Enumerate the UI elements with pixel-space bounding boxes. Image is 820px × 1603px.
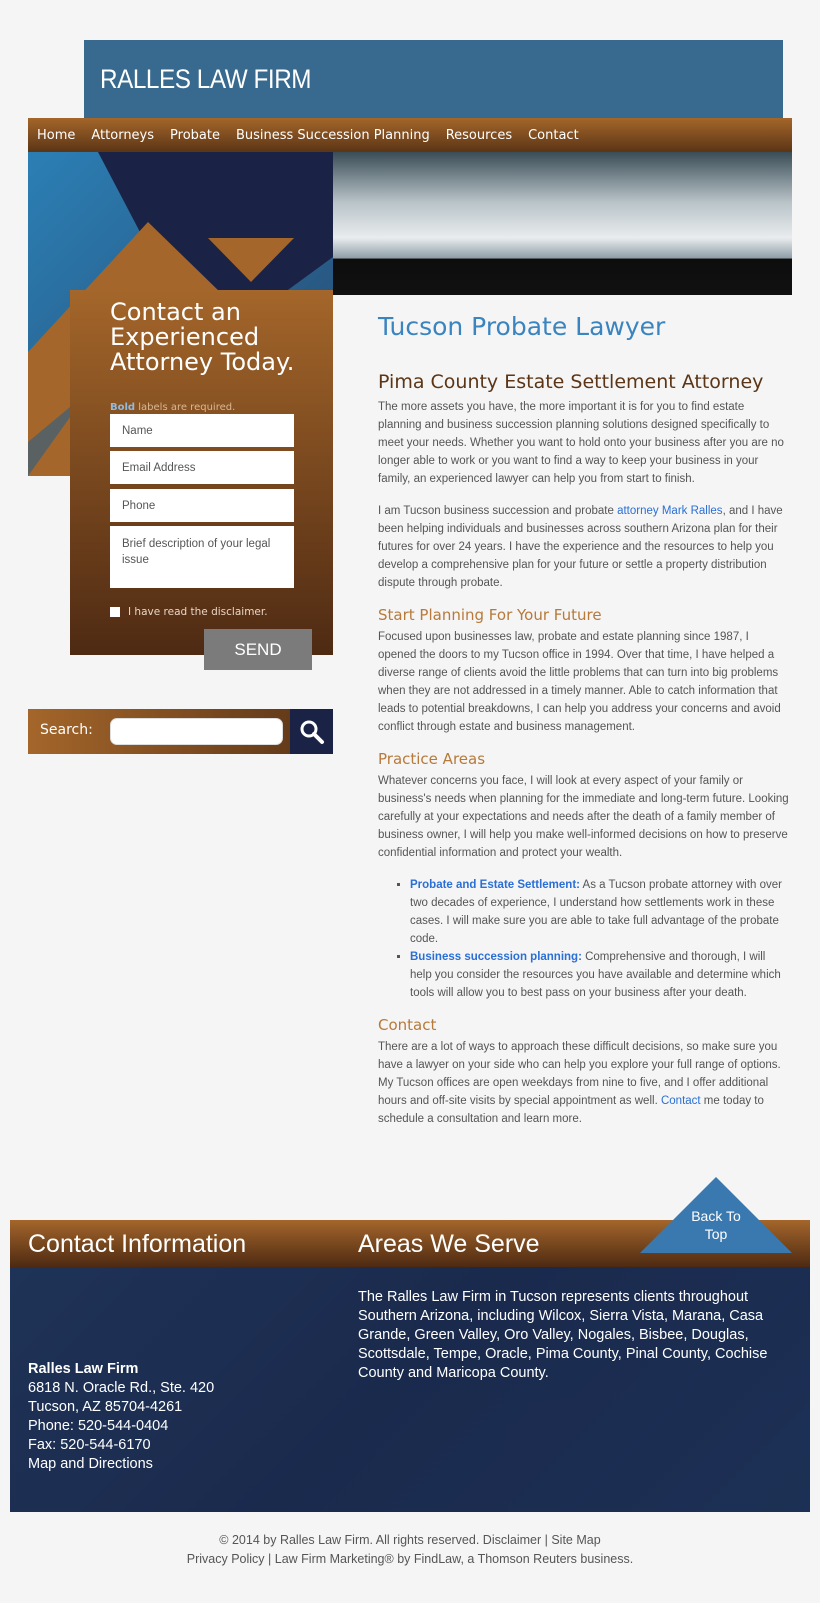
text: . All rights reserved.: [369, 1533, 483, 1547]
text: © 2014 by: [219, 1533, 280, 1547]
paragraph: [378, 502, 790, 592]
section-heading: Contact: [378, 1016, 437, 1034]
nav-contact[interactable]: Contact: [528, 127, 579, 143]
nav-probate[interactable]: Probate: [170, 127, 220, 143]
disclaimer-link[interactable]: disclaimer: [211, 606, 265, 618]
sitemap-link[interactable]: Site Map: [551, 1533, 601, 1547]
disclaimer-text: I have read the: [128, 606, 212, 618]
search-icon: [299, 719, 325, 745]
disclaimer-footer-link[interactable]: Disclaimer: [482, 1533, 542, 1547]
text: There are a lot of ways to approach these difficult decisions, so make sure you have a lawyer on your side who can help you explore your full range of options. My Tucson offices are open weekdays from nine to five, and I offer additional hours and off-site visits by special appointment as well.: [378, 1041, 781, 1107]
areas-heading: Areas We Serve: [358, 1230, 540, 1258]
marketing-link[interactable]: Law Firm Marketing: [274, 1552, 385, 1566]
probate-link[interactable]: Probate and Estate Settlement:: [410, 879, 580, 891]
description-field[interactable]: Brief description of your legal issue: [110, 526, 294, 588]
paragraph: The more assets you have, the more important it is for you to find estate planning and business succession planning solutions designed specifically to meet your needs. Whether you want to hold onto your business after you are no longer able to work or you want to find a way to keep your business in your family, an experienced lawyer can help you from start to finish.: [378, 401, 784, 485]
phone: Phone: 520-544-0404: [28, 1418, 169, 1434]
nav-business-succession[interactable]: Business Succession Planning: [235, 127, 430, 143]
name-field[interactable]: Name: [110, 414, 294, 447]
main-nav: [28, 118, 792, 152]
form-title: Contact an Experienced Attorney Today.: [110, 298, 295, 376]
required-note-text: labels are required.: [135, 402, 236, 413]
search-button[interactable]: [290, 709, 333, 754]
send-button[interactable]: SEND: [204, 629, 312, 670]
search-input[interactable]: [110, 718, 283, 745]
hero-photo-signing-document: [333, 152, 792, 295]
search-bar: [28, 709, 333, 754]
contact-info: [28, 1360, 214, 1474]
section-heading: Practice Areas: [378, 750, 486, 768]
copyright-line1: [0, 1531, 820, 1550]
text: me today to schedule a consultation and learn more.: [378, 1095, 764, 1125]
attorney-link[interactable]: attorney Mark Ralles: [617, 505, 723, 517]
text: , a Thomson Reuters business.: [460, 1552, 634, 1566]
firm-link[interactable]: Ralles Law Firm: [279, 1533, 370, 1547]
page-title: Tucson Probate Lawyer: [378, 312, 666, 341]
copyright: [0, 1531, 820, 1569]
nav-attorneys[interactable]: Attorneys: [91, 127, 155, 143]
site-header: [84, 40, 783, 118]
text: ® by: [384, 1552, 414, 1566]
areas-text: The Ralles Law Firm in Tucson represents clients throughout Southern Arizona, including Wilcox, Sierra Vista, Marana, Casa Grande, Green Valley, Oro Valley, Nogales, Bisbee, Douglas, Scottsdale, Tempe, Oracle, Pima County, Pinal County, Cochise County and Maricopa County.: [358, 1289, 768, 1381]
paragraph: Focused upon businesses law, probate and estate planning since 1987, I opened the doors to my Tucson office in 1994. Over that time, I have helped a diverse range of clients avoid the little problems that can turn into big problems when they are not addressed in a timely manner. Able to catch information that leads to potential breakdowns, I can help you address your concerns and avoid conflict through estate and business management.: [378, 631, 781, 733]
address-line: Tucson, AZ 85704-4261: [28, 1399, 183, 1415]
phone-field[interactable]: Phone: [110, 489, 294, 522]
section-heading: Start Planning For Your Future: [378, 606, 602, 624]
list-item: [410, 948, 790, 1002]
firm-name: Ralles Law Firm: [28, 1361, 139, 1377]
text: I am Tucson business succession and probate: [378, 505, 618, 517]
disclaimer-checkbox[interactable]: [110, 607, 120, 617]
text: Comprehensive and thorough, I will help you consider the resources you have available and determine which tools will allow you to best pass on your business after your death.: [410, 951, 781, 999]
business-succession-link[interactable]: Business succession planning:: [410, 951, 582, 963]
map-directions-link[interactable]: Map and Directions: [28, 1456, 153, 1472]
fax: Fax: 520-544-6170: [28, 1437, 151, 1453]
privacy-link[interactable]: Privacy Policy: [186, 1552, 265, 1566]
contact-link[interactable]: Contact: [660, 1095, 701, 1107]
list-item: [410, 876, 790, 948]
contact-info-heading: Contact Information: [28, 1230, 247, 1258]
separator: |: [541, 1533, 552, 1547]
findlaw-link[interactable]: FindLaw: [413, 1552, 461, 1566]
text: , and I have been helping individuals and businesses across southern Arizona plan for their futures for over 24 years. I have the experience and the resources to help you develop a comprehensive plan for your future or settle a property distribution dispute through probate.: [378, 505, 783, 589]
site-logo[interactable]: RALLES LAW FIRM: [100, 64, 312, 94]
separator: |: [264, 1552, 275, 1566]
contact-form: [70, 290, 333, 655]
nav-home[interactable]: Home: [37, 127, 76, 143]
back-to-top-button[interactable]: [640, 1177, 792, 1253]
copyright-line2: [0, 1550, 820, 1569]
disclaimer-label: [128, 606, 268, 618]
practice-list: [410, 876, 790, 1002]
bold-word: Bold: [110, 402, 136, 413]
disclaimer-row: [110, 606, 268, 618]
back-to-top-label: Back To Top: [691, 1208, 741, 1242]
required-note: [110, 402, 235, 413]
paragraph: [378, 1038, 790, 1128]
email-field[interactable]: Email Address: [110, 451, 294, 484]
footer: [10, 1220, 810, 1512]
paragraph: Whatever concerns you face, I will look at every aspect of your family or business's needs when planning for the immediate and long-term future. Looking carefully at your expectations and needs after the death of a family member of business owner, I will help you make well-informed decisions on how to preserve confidential information and protect your wealth.: [378, 775, 789, 859]
address-line: 6818 N. Oracle Rd., Ste. 420: [28, 1380, 215, 1396]
period: .: [264, 606, 268, 618]
search-label: Search:: [40, 722, 93, 738]
main-content: [378, 312, 790, 1142]
nav-resources[interactable]: Resources: [445, 127, 513, 143]
text: As a Tucson probate attorney with over two decades of experience, I understand how settlements work in these cases. I will make sure you are able to take full advantage of the probate code.: [410, 879, 782, 945]
subtitle: Pima County Estate Settlement Attorney: [378, 371, 764, 393]
